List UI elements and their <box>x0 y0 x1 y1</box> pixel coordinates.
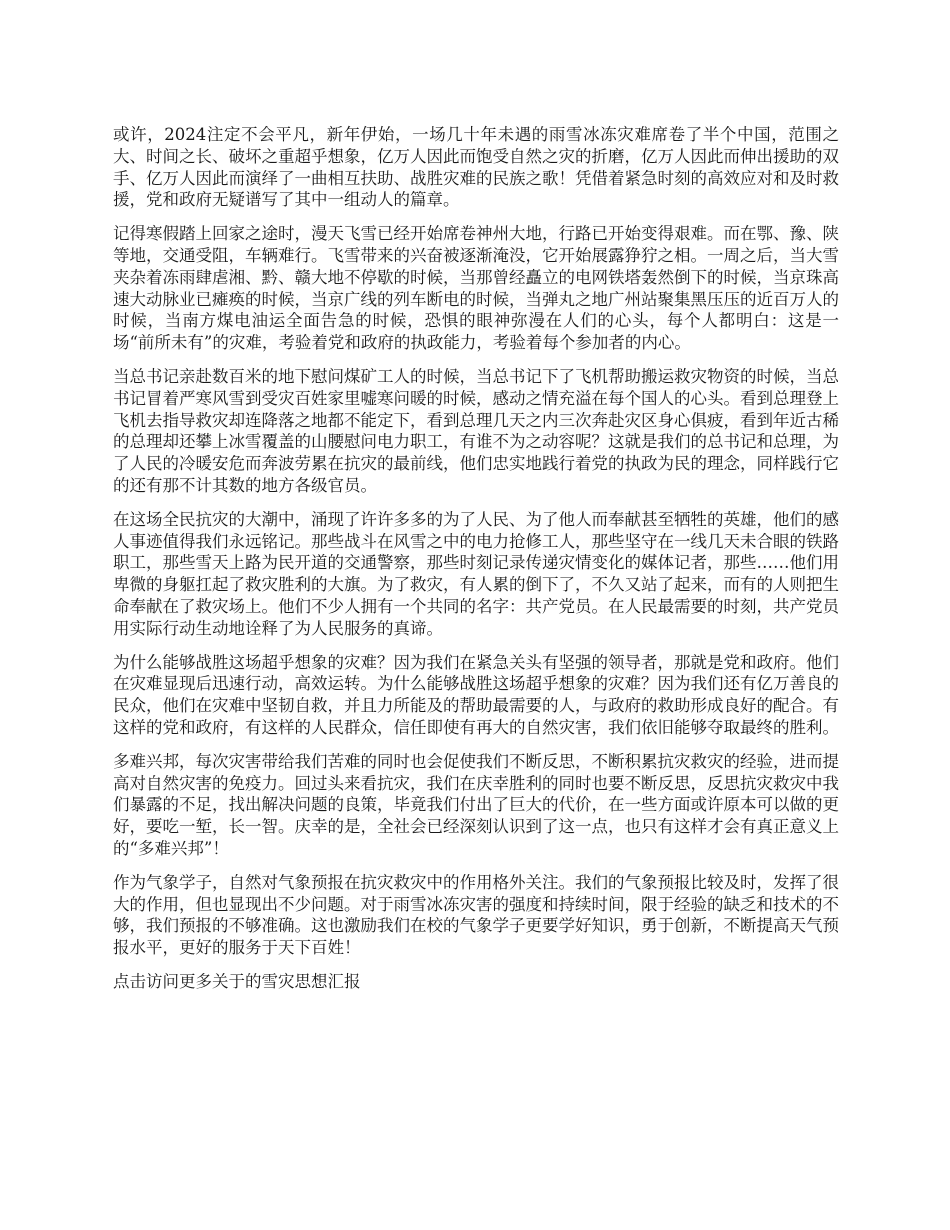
more-link[interactable]: 点击访问更多关于的雪灾思想汇报 <box>113 971 361 991</box>
paragraph-7: 作为气象学子，自然对气象预报在抗灾救灾中的作用格外关注。我们的气象预报比较及时，发挥了很大的作用，但也显现出不少问题。对于雨雪冰冻灾害的强度和持续时间，限于经验的缺乏和技术的不够，我们预报的不够准确。这也激励我们在校的气象学子更要学好知识，勇于创新，不断提高天气预报水平，更好的服务于天下百姓！ <box>113 872 839 958</box>
paragraph-1: 或许，2024注定不会平凡，新年伊始，一场几十年未遇的雨雪冰冻灾难席卷了半个中国，范围之大、时间之长、破坏之重超乎想象，亿万人因此而饱受自然之灾的折磨，亿万人因此而伸出援助的双手、亿万人因此而演绎了一曲相互扶助、战胜灾难的民族之歌！凭借着紧急时刻的高效应对和及时救援，党和政府无疑谱写了其中一组动人的篇章。 <box>113 125 839 210</box>
document-body <box>113 124 839 993</box>
paragraph-5: 为什么能够战胜这场超乎想象的灾难？因为我们在紧急关头有坚强的领导者，那就是党和政府。他们在灾难显现后迅速行动，高效运转。为什么能够战胜这场超乎想象的灾难？因为我们还有亿万善良的民众，他们在灾难中坚韧自救，并且力所能及的帮助最需要的人，与政府的救助形成良好的配合。有这样的党和政府，有这样的人民群众，信任即使有再大的自然灾害，我们依旧能够夺取最终的胜利。 <box>113 652 839 737</box>
paragraph-3: 当总书记亲赴数百米的地下慰问煤矿工人的时候，当总书记下了飞机帮助搬运救灾物资的时候，当总书记冒着严寒风雪到受灾百姓家里嘘寒问暖的时候，感动之情充溢在每个国人的心头。看到总理登上飞机去指导救灾却连降落之地都不能定下，看到总理几天之内三次奔赴灾区身心俱疲，看到年近古稀的总理却还攀上冰雪覆盖的山腰慰问电力职工，有谁不为之动容呢？这就是我们的总书记和总理，为了人民的冷暖安危而奔波劳累在抗灾的最前线，他们忠实地践行着党的执政为民的理念，同样践行它的还有那不计其数的地方各级官员。 <box>113 366 839 495</box>
paragraph-6: 多难兴邦，每次灾害带给我们苦难的同时也会促使我们不断反思，不断积累抗灾救灾的经验，进而提高对自然灾害的免疫力。回过头来看抗灾，我们在庆幸胜利的同时也要不断反思，反思抗灾救灾中我们暴露的不足，找出解决问题的良策，毕竟我们付出了巨大的代价，在一些方面或许原本可以做的更好，要吃一堑，长一智。庆幸的是，全社会已经深刻认识到了这一点，也只有这样才会有真正意义上的“多难兴邦”！ <box>113 751 839 858</box>
paragraph-2: 记得寒假踏上回家之途时，漫天飞雪已经开始席卷神州大地，行路已开始变得艰难。而在鄂、豫、陕等地，交通受阻，车辆难行。飞雪带来的兴奋被逐渐淹没，它开始展露狰狞之相。一周之后，当大雪夹杂着冻雨肆虐湘、黔、赣大地不停歇的时候，当那曾经矗立的电网铁塔轰然倒下的时候，当京珠高速大动脉业已瘫痪的时候，当京广线的列车断电的时候，当弹丸之地广州站聚集黑压压的近百万人的时候，当南方煤电油运全面告急的时候，恐惧的眼神弥漫在人们的心头，每个人都明白：这是一场“前所未有”的灾难，考验着党和政府的执政能力，考验着每个参加者的内心。 <box>113 224 839 353</box>
paragraph-4: 在这场全民抗灾的大潮中，涌现了许许多多的为了人民、为了他人而奉献甚至牺牲的英雄，他们的感人事迹值得我们永远铭记。那些战斗在风雪之中的电力抢修工人，那些坚守在一线几天未合眼的铁路职工，那些雪天上路为民开道的交通警察，那些时刻记录传递灾情变化的媒体记者，那些……他们用卑微的身躯扛起了救灾胜利的大旗。为了救灾，有人累的倒下了，不久又站了起来，而有的人则把生命奉献在了救灾场上。他们不少人拥有一个共同的名字：共产党员。在人民最需要的时刻，共产党员用实际行动生动地诠释了为人民服务的真谛。 <box>113 509 839 638</box>
